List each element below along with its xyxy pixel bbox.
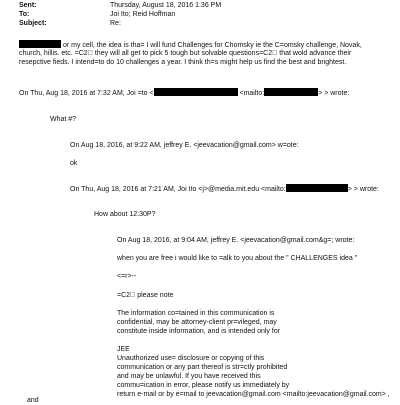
disclaimer-line: confidential, may be attorney-client pr=vileged, may	[117, 319, 277, 326]
quote-header-3	[70, 184, 379, 194]
redaction-block	[286, 184, 348, 192]
subject-value: Re:	[110, 20, 121, 27]
disclaimer-line: communication or any part thereof is str=ctly prohibited	[117, 364, 288, 371]
redaction-block	[154, 88, 238, 96]
to-label: To:	[19, 11, 30, 18]
body-text: or my cell, the idea is tha= I will fund Challenges for Chomsky ie the C=omsky challenge, Novak,	[62, 42, 362, 49]
disclaimer-line: JEE	[117, 346, 130, 353]
quote-header-3-prefix: On Thu, Aug 18, 2016 at 7:21 AM, Joi Ito <j>@media.mit.edu <mailto:	[70, 186, 286, 193]
quote-header-1-prefix: On Thu, Aug 18, 2016 at 7:32 AM, Joi =to <	[19, 90, 154, 97]
quote-header-1-middle: <mailto:	[237, 90, 265, 97]
disclaimer-line: commu=ication in error, please notify us immediately by	[117, 382, 290, 389]
body-line-3: resepctive fieds. I intend=to do 10 challenges a year. I think th=s might help us find the best and brightest.	[19, 59, 347, 66]
body-line-2: church, hillis. etc. =C2  they will all get to pick 5 tough but solvable questions=C2  that wold advance their	[19, 50, 352, 57]
disclaimer-line: constitute inside information, and is intended only for	[117, 328, 281, 335]
disclaimer-line: The information co=tained in this communication is	[117, 310, 275, 317]
trailing-text: and	[27, 397, 39, 404]
signature-marker: <=r>--	[117, 273, 137, 280]
free-line: when you are free i would like to =alk to you about the " CHALLENGES idea "	[117, 255, 358, 262]
quote-header-1	[19, 88, 349, 98]
quote-header-1-suffix: > > wrote:	[318, 90, 350, 97]
redaction-block	[264, 88, 318, 96]
how-about-line: How about 12:30P?	[94, 211, 156, 218]
what-line: What #?	[50, 116, 77, 123]
disclaimer-line: Unauthorized use= disclosure or copying of this	[117, 355, 265, 362]
quote-header-4: On Aug 18, 2016, at 9:04 AM, jeffrey E. <jeevacation@gmail.com&g=; wrote:	[117, 237, 355, 244]
redaction-block	[19, 40, 61, 48]
sent-label: Sent:	[19, 2, 37, 9]
please-note-line: =C2  please note	[117, 292, 174, 299]
disclaimer-line: and may be unlawful. If you have received this	[117, 373, 261, 380]
ok-line: ok	[70, 160, 78, 167]
disclaimer-line: return e-mail or by e=mail to jeevacation@gmail.com <mailto:jeevacation@gmail.com> ,	[117, 391, 390, 398]
quote-header-3-suffix: > > wrote:	[347, 186, 379, 193]
subject-label: Subject:	[19, 20, 47, 27]
sent-value: Thursday, August 18, 2016 1:36 PM	[110, 2, 222, 9]
quote-header-2: On Aug 18, 2016, at 9:22 AM, jeffrey E. <jeevacation@gmail.com> w=ote:	[70, 142, 299, 149]
to-value: Joi Ito; Reid Hoffman	[110, 11, 176, 18]
